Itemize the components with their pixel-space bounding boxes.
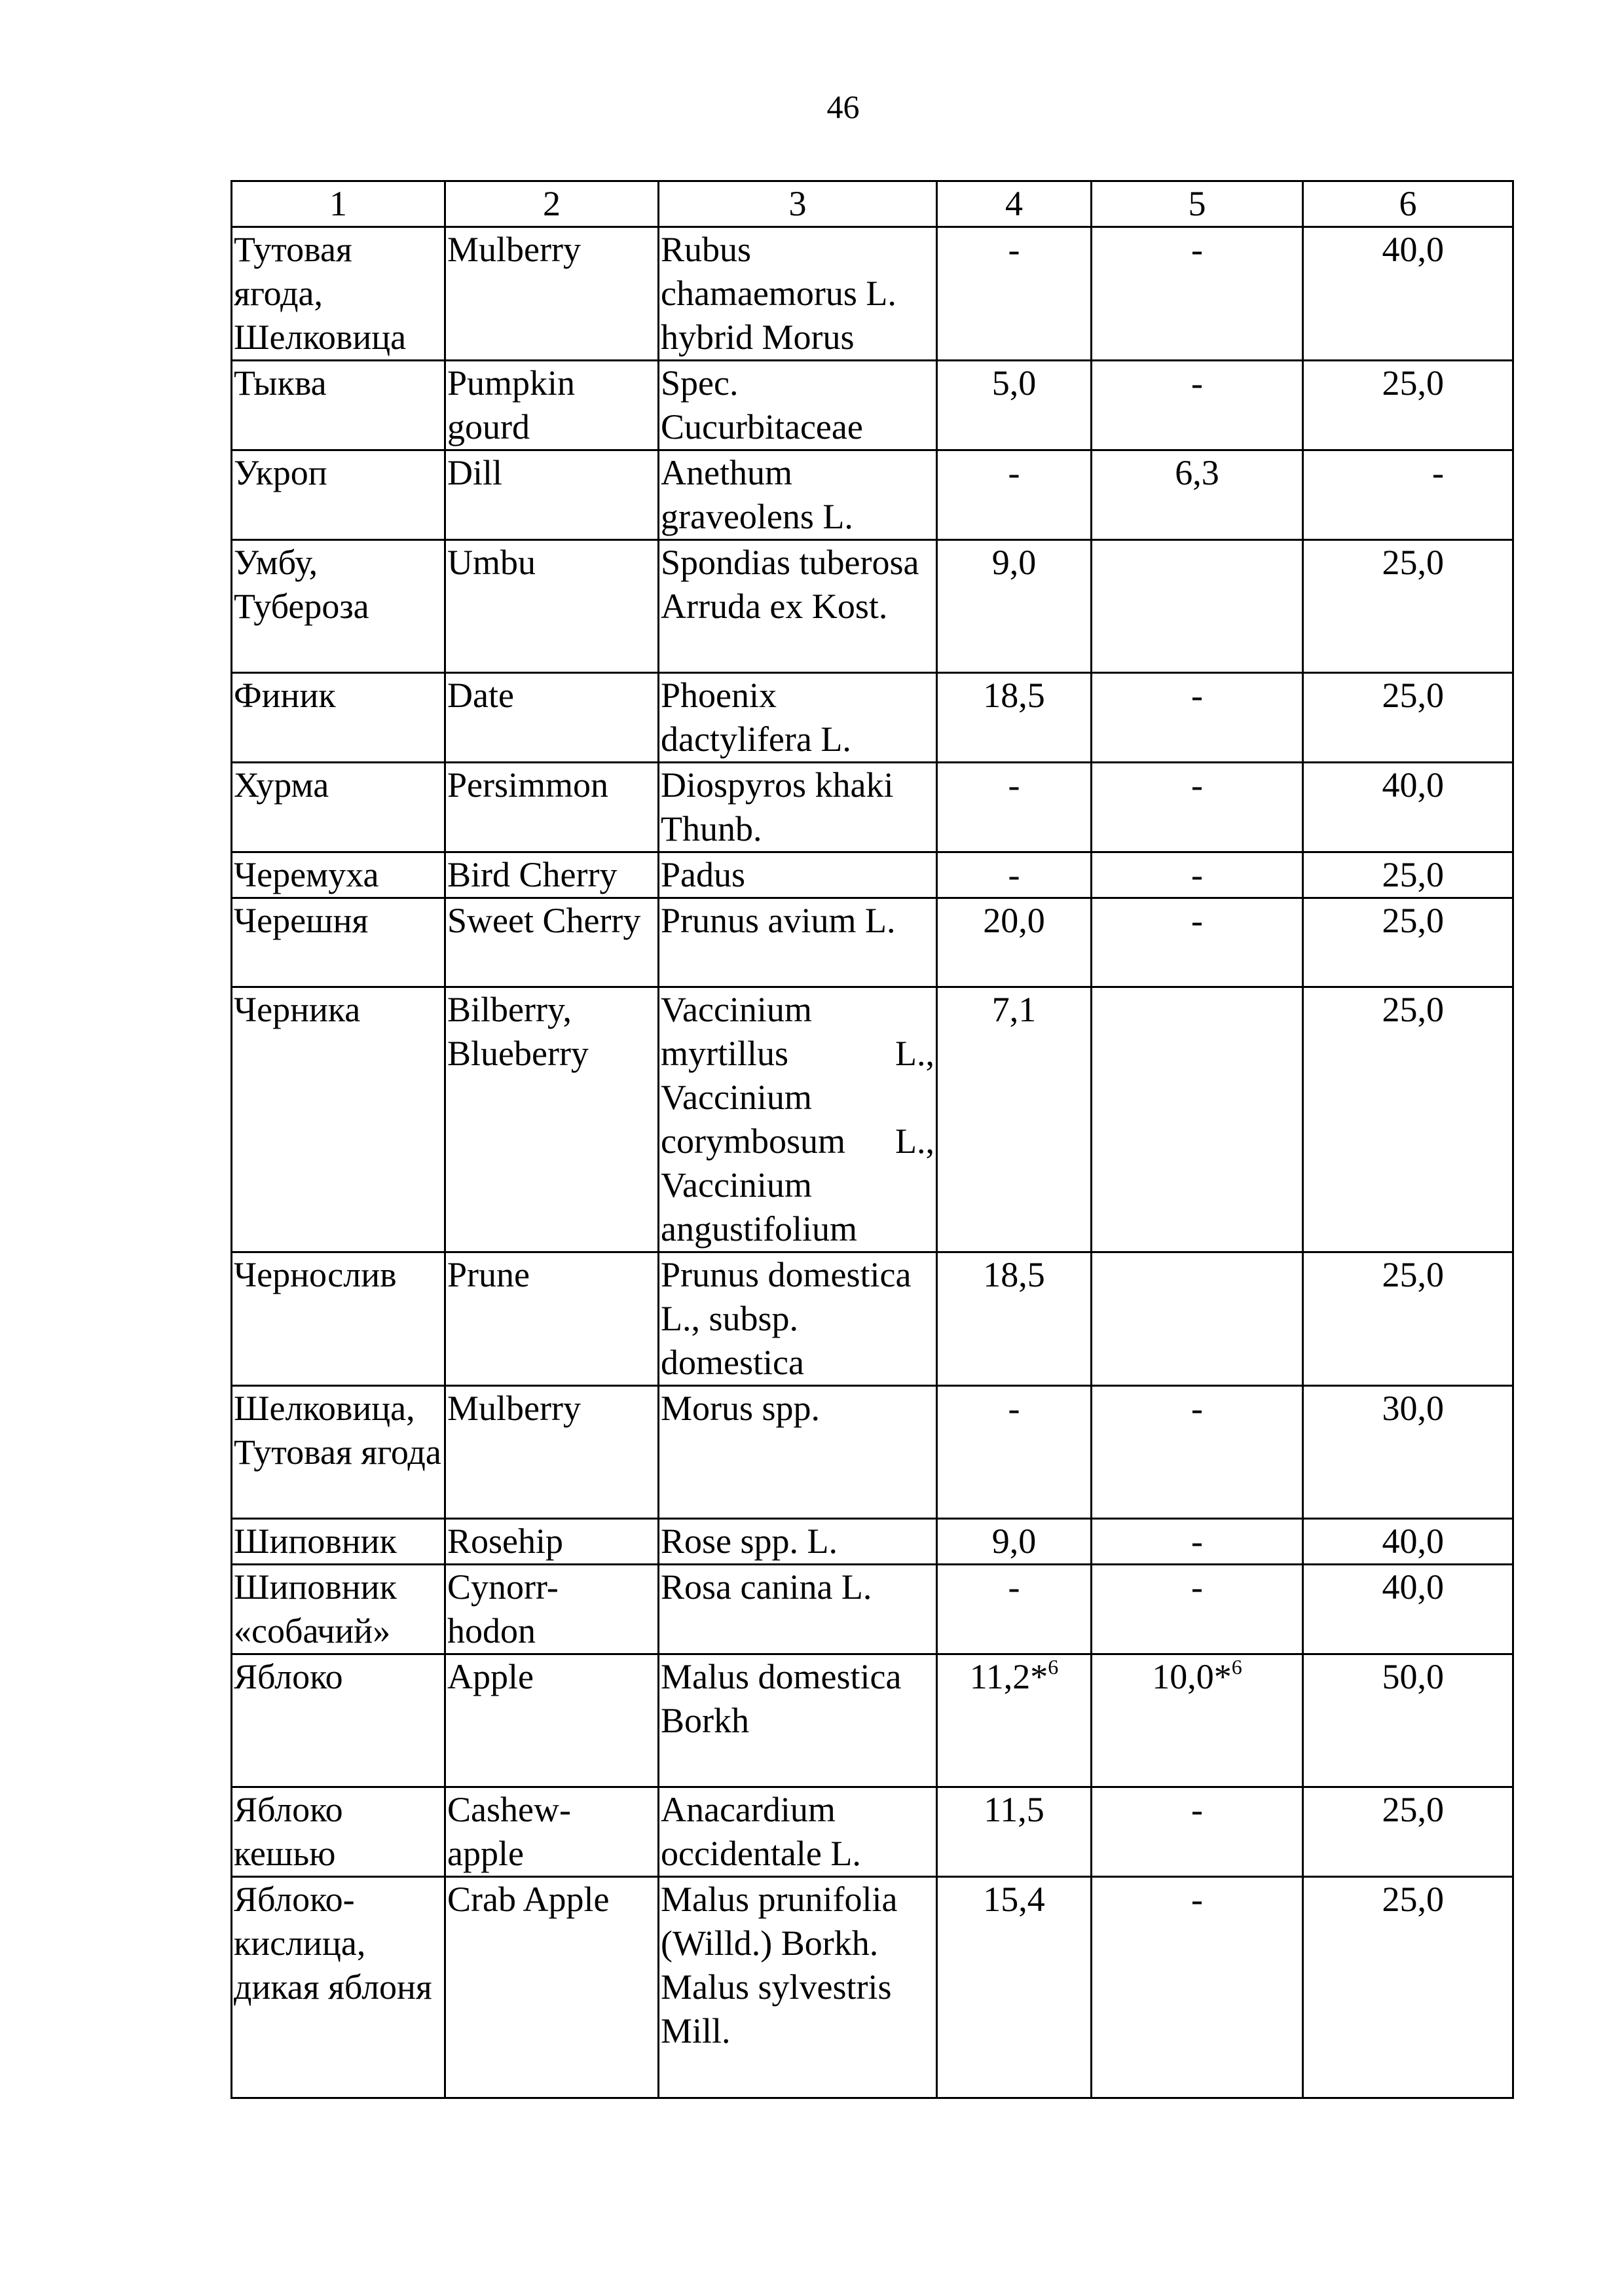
cell-english-name <box>445 1565 659 1654</box>
cell-value-5-text: - <box>1191 1567 1203 1607</box>
cell-russian-name <box>232 673 445 763</box>
cell-latin-name <box>659 450 937 540</box>
cell-value-5-text: - <box>1191 765 1203 805</box>
cell-russian-name-text: Шиповник <box>234 1522 397 1561</box>
cell-value-4-text: 11,5 <box>984 1790 1044 1829</box>
cell-english-name <box>445 540 659 673</box>
cell-value-6 <box>1303 361 1513 450</box>
cell-value-6-text: 50,0 <box>1382 1657 1444 1696</box>
cell-value-6 <box>1303 673 1513 763</box>
table-row <box>232 540 1513 673</box>
cell-value-4 <box>937 852 1092 898</box>
cell-english-name <box>445 898 659 987</box>
column-header: 4 <box>937 181 1092 227</box>
cell-value-4 <box>937 450 1092 540</box>
cell-value-6 <box>1303 1565 1513 1654</box>
table-row <box>232 1565 1513 1654</box>
table-row <box>232 1519 1513 1565</box>
cell-english-name <box>445 361 659 450</box>
cell-latin-name <box>659 763 937 852</box>
cell-english-name <box>445 673 659 763</box>
cell-value-5 <box>1092 227 1303 361</box>
cell-latin-name-text: Malus domestica Borkh <box>661 1657 902 1740</box>
cell-latin-name <box>659 1877 937 2098</box>
cell-latin-name-text: Phoenix dactylifera L. <box>661 676 851 759</box>
cell-latin-name <box>659 227 937 361</box>
cell-value-5 <box>1092 361 1303 450</box>
cell-russian-name-text: Финик <box>234 676 336 715</box>
cell-value-4 <box>937 361 1092 450</box>
cell-english-name-text: Bilberry, Blueberry <box>447 990 589 1073</box>
cell-russian-name <box>232 1565 445 1654</box>
cell-value-5 <box>1092 1654 1303 1787</box>
cell-english-name <box>445 227 659 361</box>
cell-russian-name-text: Хурма <box>234 765 329 805</box>
cell-value-4-text: 9,0 <box>991 543 1037 582</box>
cell-value-4 <box>937 1787 1092 1877</box>
table-row <box>232 1252 1513 1386</box>
cell-value-6-text: 25,0 <box>1382 363 1444 403</box>
cell-english-name <box>445 1386 659 1519</box>
cell-latin-name-text: Malus prunifolia (Willd.) Borkh. Malus sylvestris Mill. <box>661 1880 898 2050</box>
cell-latin-name-text: Anacardium occidentale L. <box>661 1790 861 1873</box>
cell-value-4 <box>937 1565 1092 1654</box>
cell-value-4 <box>937 1654 1092 1787</box>
cell-latin-name <box>659 673 937 763</box>
cell-value-6-text: 25,0 <box>1382 990 1444 1029</box>
cell-value-5 <box>1092 673 1303 763</box>
cell-latin-name-text: Vaccinium myrtillus L., Vaccinium corymbosum L., Vaccinium angustifolium <box>661 990 934 1248</box>
cell-value-5 <box>1092 1787 1303 1877</box>
cell-value-6 <box>1303 1787 1513 1877</box>
cell-value-6 <box>1303 1386 1513 1519</box>
cell-value-5 <box>1092 987 1303 1252</box>
cell-value-4 <box>937 227 1092 361</box>
table-row <box>232 1787 1513 1877</box>
cell-value-4 <box>937 763 1092 852</box>
cell-latin-name-text: Diospyros khaki Thunb. <box>661 765 894 848</box>
cell-value-4-text: 15,4 <box>983 1880 1045 1919</box>
cell-value-4 <box>937 1386 1092 1519</box>
cell-value-6-text: 25,0 <box>1382 1790 1444 1829</box>
cell-english-name-text: Cashew- apple <box>447 1790 571 1873</box>
cell-russian-name-text: Шиповник «собачий» <box>234 1567 397 1650</box>
cell-latin-name-text: Prunus domestica L., subsp. domestica <box>661 1255 912 1382</box>
cell-russian-name-text: Чернослив <box>234 1255 397 1294</box>
cell-latin-name <box>659 1654 937 1787</box>
cell-russian-name-text: Яблоко <box>234 1657 343 1696</box>
cell-russian-name-text: Умбу, Тубероза <box>234 543 369 626</box>
cell-value-6-text: 25,0 <box>1382 1880 1444 1919</box>
cell-value-4 <box>937 898 1092 987</box>
cell-value-5-text: - <box>1191 855 1203 894</box>
cell-value-6 <box>1303 1252 1513 1386</box>
cell-latin-name <box>659 1565 937 1654</box>
cell-russian-name-text: Шелковица, Тутовая ягода <box>234 1389 441 1472</box>
cell-russian-name <box>232 1787 445 1877</box>
cell-value-4-text: - <box>1008 230 1020 269</box>
table-row <box>232 852 1513 898</box>
cell-value-5 <box>1092 1386 1303 1519</box>
cell-english-name-text: Bird Cherry <box>447 855 618 894</box>
cell-english-name-text: Dill <box>447 453 503 492</box>
cell-english-name-text: Umbu <box>447 543 536 582</box>
cell-english-name-text: Pumpkin gourd <box>447 363 576 446</box>
cell-russian-name <box>232 1654 445 1787</box>
cell-value-4 <box>937 987 1092 1252</box>
cell-russian-name <box>232 1877 445 2098</box>
cell-english-name-text: Date <box>447 676 514 715</box>
cell-value-5-text: 6,3 <box>1175 453 1219 492</box>
cell-value-4 <box>937 1519 1092 1565</box>
cell-value-4 <box>937 540 1092 673</box>
cell-russian-name <box>232 227 445 361</box>
cell-value-4-text: 11,2* <box>969 1657 1048 1696</box>
cell-value-5 <box>1092 1519 1303 1565</box>
cell-russian-name-text: Тыква <box>234 363 327 403</box>
cell-value-6 <box>1303 227 1513 361</box>
cell-value-4-text: - <box>1008 765 1020 805</box>
cell-latin-name <box>659 361 937 450</box>
cell-value-6-text: 40,0 <box>1382 230 1444 269</box>
cell-value-5-text: - <box>1191 676 1203 715</box>
cell-russian-name-text: Яблоко кешью <box>234 1790 343 1873</box>
page-number: 46 <box>826 88 860 125</box>
cell-value-5 <box>1092 540 1303 673</box>
cell-value-6 <box>1303 763 1513 852</box>
cell-value-4-text: 18,5 <box>983 1255 1045 1294</box>
cell-latin-name <box>659 852 937 898</box>
cell-value-6-text: - <box>1432 453 1444 492</box>
cell-english-name <box>445 1519 659 1565</box>
cell-english-name-text: Rosehip <box>447 1522 564 1561</box>
cell-latin-name-text: Rubus chamaemorus L. hybrid Morus <box>661 230 896 357</box>
cell-value-5-text: 10,0* <box>1152 1657 1232 1696</box>
cell-english-name-text: Apple <box>447 1657 534 1696</box>
cell-value-6-text: 40,0 <box>1382 765 1444 805</box>
cell-english-name-text: Mulberry <box>447 230 581 269</box>
cell-value-5 <box>1092 450 1303 540</box>
cell-value-6 <box>1303 987 1513 1252</box>
cell-value-5 <box>1092 1877 1303 2098</box>
table-row <box>232 1654 1513 1787</box>
footnote-mark: 6 <box>1231 1655 1242 1679</box>
cell-russian-name-text: Черника <box>234 990 361 1029</box>
cell-value-5-text: - <box>1191 230 1203 269</box>
cell-english-name <box>445 1252 659 1386</box>
cell-russian-name-text: Укроп <box>234 453 327 492</box>
table-header-row <box>232 181 1513 227</box>
cell-value-4-text: - <box>1008 1389 1020 1428</box>
cell-latin-name-text: Rose spp. L. <box>661 1522 838 1561</box>
cell-russian-name <box>232 852 445 898</box>
cell-value-6-text: 40,0 <box>1382 1522 1444 1561</box>
table-row <box>232 898 1513 987</box>
cell-latin-name <box>659 540 937 673</box>
cell-value-4-text: 7,1 <box>991 990 1037 1029</box>
cell-english-name <box>445 450 659 540</box>
column-header: 6 <box>1303 181 1513 227</box>
cell-latin-name-text: Prunus avium L. <box>661 901 896 940</box>
cell-latin-name <box>659 1252 937 1386</box>
cell-value-4 <box>937 1877 1092 2098</box>
cell-english-name-text: Crab Apple <box>447 1880 610 1919</box>
cell-latin-name <box>659 1519 937 1565</box>
column-header: 3 <box>659 181 937 227</box>
cell-value-6 <box>1303 1519 1513 1565</box>
cell-value-4 <box>937 673 1092 763</box>
cell-english-name <box>445 1877 659 2098</box>
cell-latin-name <box>659 987 937 1252</box>
cell-value-6 <box>1303 1654 1513 1787</box>
cell-value-4-text: 18,5 <box>983 676 1045 715</box>
cell-english-name <box>445 1787 659 1877</box>
cell-russian-name <box>232 450 445 540</box>
cell-value-5-text: - <box>1191 1522 1203 1561</box>
cell-value-5-text: - <box>1191 1790 1203 1829</box>
cell-value-6-text: 25,0 <box>1382 855 1444 894</box>
cell-english-name-text: Cynorr- hodon <box>447 1567 559 1650</box>
cell-value-4-text: - <box>1008 855 1020 894</box>
cell-value-6 <box>1303 450 1513 540</box>
table-row <box>232 450 1513 540</box>
table-row <box>232 987 1513 1252</box>
table-row <box>232 1877 1513 2098</box>
cell-russian-name <box>232 987 445 1252</box>
cell-value-6-text: 25,0 <box>1382 1255 1444 1294</box>
table-row <box>232 227 1513 361</box>
cell-value-6-text: 25,0 <box>1382 901 1444 940</box>
cell-latin-name <box>659 1787 937 1877</box>
cell-latin-name <box>659 1386 937 1519</box>
cell-value-6-text: 25,0 <box>1382 543 1444 582</box>
table-row <box>232 1386 1513 1519</box>
cell-latin-name <box>659 898 937 987</box>
cell-russian-name-text: Черемуха <box>234 855 379 894</box>
cell-latin-name-text: Anethum graveolens L. <box>661 453 853 536</box>
footnote-mark: 6 <box>1048 1655 1059 1679</box>
cell-russian-name-text: Яблоко- кислица, дикая яблоня <box>234 1880 432 2007</box>
cell-value-6 <box>1303 540 1513 673</box>
cell-value-5-text: - <box>1191 363 1203 403</box>
cell-russian-name <box>232 540 445 673</box>
cell-value-5-text: - <box>1191 1880 1203 1919</box>
cell-english-name-text: Mulberry <box>447 1389 581 1428</box>
cell-english-name <box>445 763 659 852</box>
cell-russian-name <box>232 898 445 987</box>
cell-value-4-text: 5,0 <box>991 363 1037 403</box>
cell-latin-name-text: Morus spp. <box>661 1389 821 1428</box>
cell-english-name <box>445 852 659 898</box>
cell-value-6-text: 25,0 <box>1382 676 1444 715</box>
table-row <box>232 673 1513 763</box>
cell-value-4 <box>937 1252 1092 1386</box>
cell-value-4-text: - <box>1008 1567 1020 1607</box>
cell-russian-name-text: Тутовая ягода, Шелковица <box>234 230 407 357</box>
cell-value-5 <box>1092 763 1303 852</box>
data-table <box>231 180 1514 2099</box>
cell-russian-name <box>232 1386 445 1519</box>
cell-value-4-text: 9,0 <box>991 1522 1037 1561</box>
cell-russian-name <box>232 763 445 852</box>
cell-value-5 <box>1092 852 1303 898</box>
cell-english-name-text: Prune <box>447 1255 530 1294</box>
table-row <box>232 763 1513 852</box>
table-row <box>232 361 1513 450</box>
cell-russian-name <box>232 361 445 450</box>
cell-english-name-text: Persimmon <box>447 765 609 805</box>
cell-value-5 <box>1092 1252 1303 1386</box>
cell-latin-name-text: Rosa canina L. <box>661 1567 872 1607</box>
column-header: 5 <box>1092 181 1303 227</box>
cell-value-6-text: 40,0 <box>1382 1567 1444 1607</box>
cell-value-6 <box>1303 1877 1513 2098</box>
cell-value-4-text: - <box>1008 453 1020 492</box>
cell-value-6 <box>1303 898 1513 987</box>
cell-english-name <box>445 1654 659 1787</box>
cell-value-5 <box>1092 898 1303 987</box>
cell-russian-name <box>232 1519 445 1565</box>
cell-russian-name-text: Черешня <box>234 901 369 940</box>
cell-value-5-text: - <box>1191 901 1203 940</box>
column-header: 1 <box>232 181 445 227</box>
cell-value-6 <box>1303 852 1513 898</box>
cell-latin-name-text: Spondias tuberosa Arruda ex Kost. <box>661 543 919 626</box>
cell-english-name <box>445 987 659 1252</box>
cell-value-5-text: - <box>1191 1389 1203 1428</box>
column-header: 2 <box>445 181 659 227</box>
cell-value-5 <box>1092 1565 1303 1654</box>
cell-english-name-text: Sweet Cherry <box>447 901 641 940</box>
cell-latin-name-text: Spec. Cucurbitaceae <box>661 363 863 446</box>
cell-value-4-text: 20,0 <box>983 901 1045 940</box>
cell-value-6-text: 30,0 <box>1382 1389 1444 1428</box>
cell-latin-name-text: Padus <box>661 855 746 894</box>
cell-russian-name <box>232 1252 445 1386</box>
